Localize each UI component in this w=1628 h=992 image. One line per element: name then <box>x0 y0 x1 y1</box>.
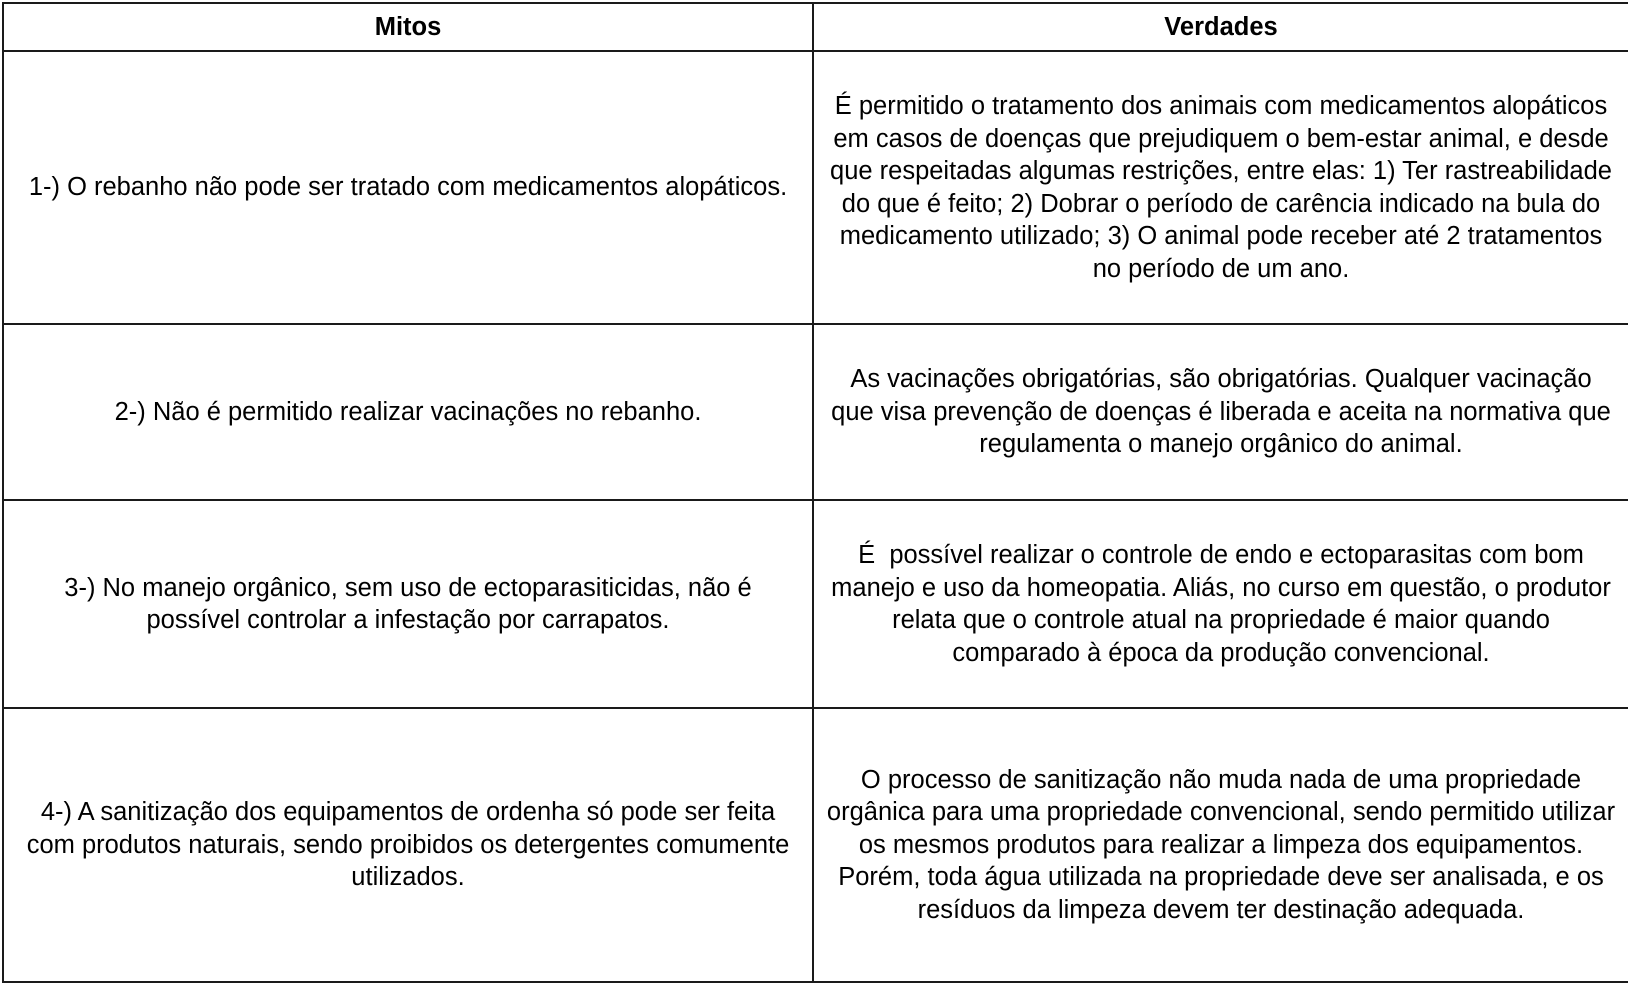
table-row <box>3 500 1628 708</box>
truth-cell <box>813 500 1628 708</box>
truth-cell <box>813 51 1628 324</box>
truth-text: É possível realizar o controle de endo e ectoparasitas com bom manejo e uso da homeopatia. Aliás, no curso em questão, o produtor relata que o controle atual na propriedade é maior quando comparado à época da produção convencional. <box>831 541 1618 667</box>
myth-cell <box>3 708 813 982</box>
table-row <box>3 51 1628 324</box>
table-row <box>3 708 1628 982</box>
myth-text: 4-) A sanitização dos equipamentos de ordenha só pode ser feita com produtos naturais, sendo proibidos os detergentes comumente utilizados. <box>26 798 790 892</box>
header-mitos: Mitos <box>3 3 813 51</box>
myth-cell <box>3 324 813 500</box>
header-verdades: Verdades <box>813 3 1628 51</box>
truth-cell <box>813 324 1628 500</box>
truth-text: É permitido o tratamento dos animais com medicamentos alopáticos em casos de doenças que prejudiquem o bem-estar animal, e desde que respeitadas algumas restrições, entre elas: 1) Ter rastreabilidade do que é feito; 2) Dobrar o período de carência indicado na bula do medicamento utilizado; 3) O animal pode receber até 2 tratamentos no período de um ano. <box>830 92 1612 283</box>
truth-text: O processo de sanitização não muda nada de uma propriedade orgânica para uma propriedade convencional, sendo permitido utilizar os mesmos produtos para realizar a limpeza dos equipamentos. Porém, toda água utilizada na propriedade deve ser analisada, e os resíduos da limpeza devem ter destinação adequada. <box>826 765 1616 924</box>
myths-truths-table <box>2 2 1628 983</box>
myth-text: 2-) Não é permitido realizar vacinações no rebanho. <box>114 397 702 426</box>
myth-cell <box>3 500 813 708</box>
table-row <box>3 324 1628 500</box>
header-row <box>3 3 1628 51</box>
truth-text: As vacinações obrigatórias, são obrigatórias. Qualquer vacinação que visa prevenção de doenças é liberada e aceita na normativa que regulamenta o manejo orgânico do animal. <box>831 365 1611 459</box>
myth-cell <box>3 51 813 324</box>
myth-text: 1-) O rebanho não pode ser tratado com medicamentos alopáticos. <box>28 173 788 202</box>
truth-cell <box>813 708 1628 982</box>
myth-text: 3-) No manejo orgânico, sem uso de ectoparasiticidas, não é possível controlar a infestação por carrapatos. <box>64 573 752 634</box>
